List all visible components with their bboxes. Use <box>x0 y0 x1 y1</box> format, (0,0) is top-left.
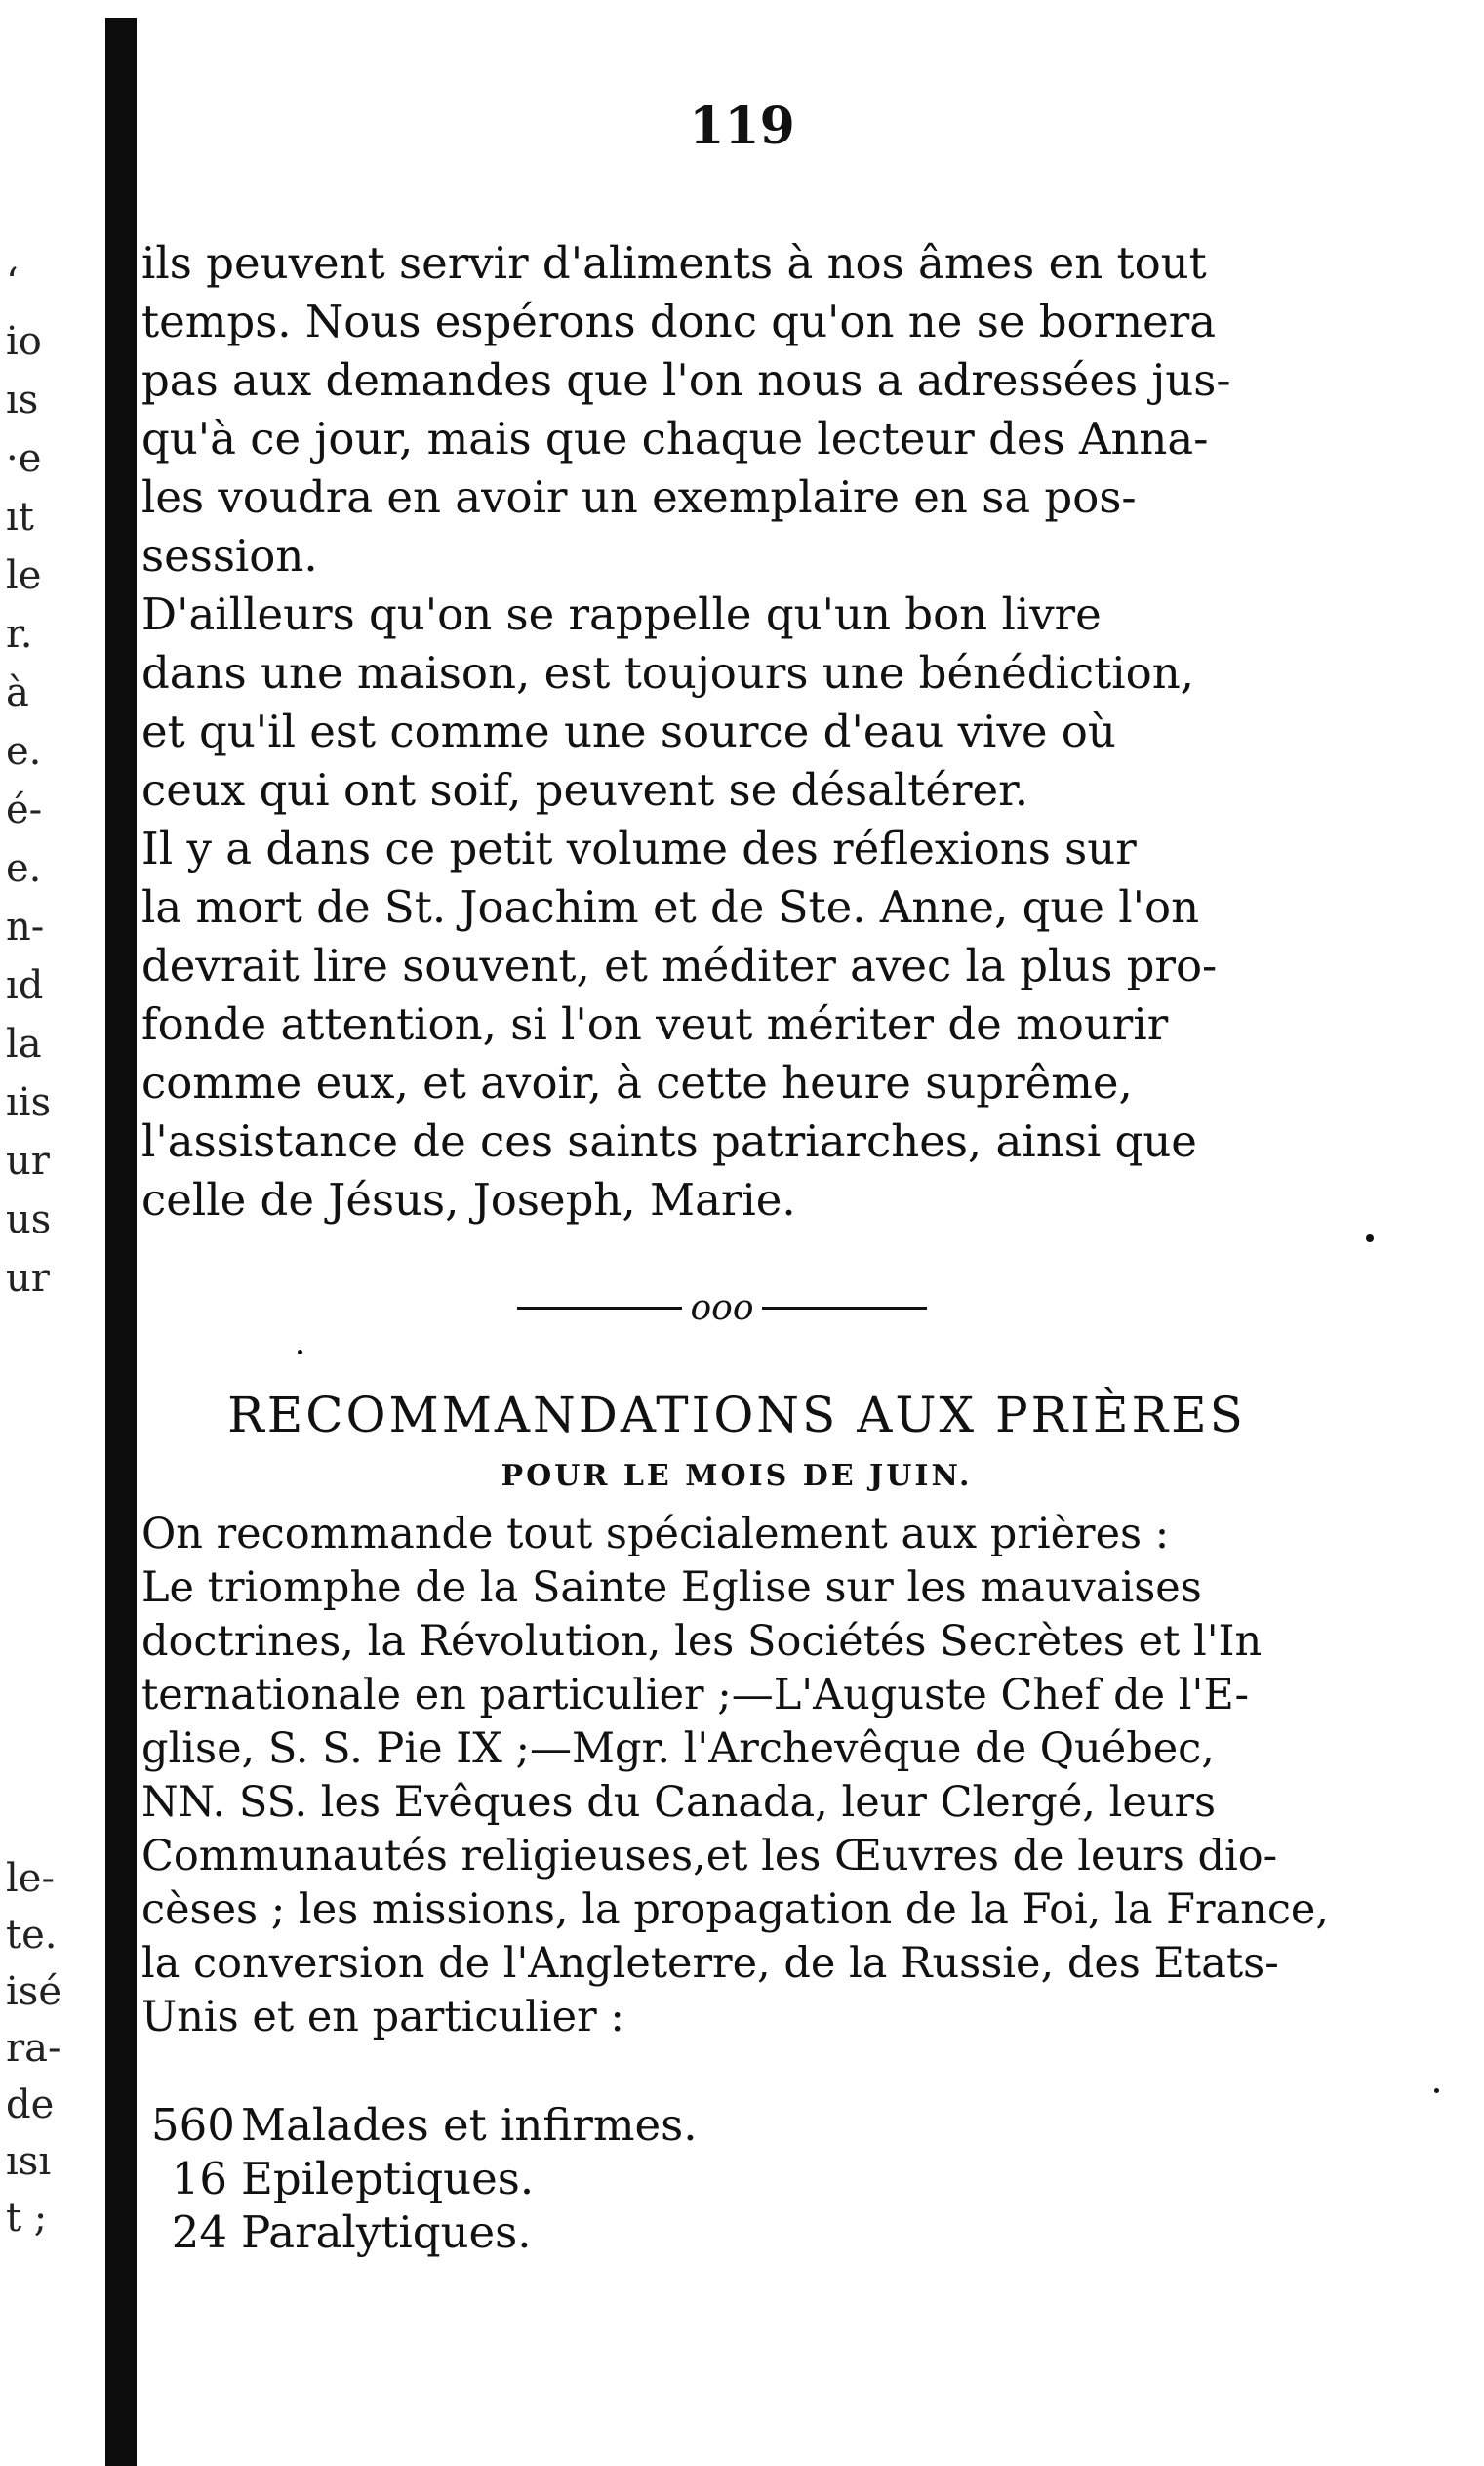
margin-fragment: ıs <box>6 378 39 423</box>
margin-fragment: e. <box>6 729 42 774</box>
left-margin-fragments <box>0 0 98 2466</box>
list-item <box>151 2152 1029 2205</box>
text-line: Unis et en particulier : <box>141 1993 624 2042</box>
paragraph-block <box>141 234 1332 1230</box>
text-line: qu'à ce jour, mais que chaque lecteur des Anna- <box>141 413 1209 465</box>
text-line: doctrines, la Révolution, les Sociétés Secrètes et l'In <box>141 1617 1263 1666</box>
margin-fragment: ur <box>6 1139 50 1184</box>
section-heading: RECOMMANDATIONS AUX PRIÈRES <box>227 1387 1246 1443</box>
margin-fragment: n- <box>6 905 45 950</box>
margin-fragment: ʻ <box>6 261 19 305</box>
margin-fragment: r. <box>6 612 33 657</box>
recommendation-text <box>141 1508 1332 2044</box>
text-line: On recommande tout spécialement aux prières : <box>141 1510 1170 1558</box>
margin-fragment: ısı <box>6 2139 52 2184</box>
text-line: et qu'il est comme une source d'eau vive où <box>141 706 1116 757</box>
text-line: les voudra en avoir un exemplaire en sa pos- <box>141 471 1137 523</box>
list-count: 16 <box>171 2153 227 2204</box>
separator-rule-left <box>517 1307 682 1310</box>
page-gutter-bar <box>105 18 137 2466</box>
margin-fragment: ıis <box>6 1080 52 1125</box>
text-line: fonde attention, si l'on veut mériter de mourir <box>141 998 1169 1050</box>
text-line: la mort de St. Joachim et de Ste. Anne, que l'on <box>141 881 1200 933</box>
margin-fragment: le <box>6 553 42 598</box>
margin-fragment: ·e <box>6 436 42 481</box>
margin-fragment: e. <box>6 846 42 891</box>
margin-fragment: à <box>6 670 29 715</box>
margin-fragment: t ; <box>6 2196 48 2241</box>
speck <box>298 1350 302 1354</box>
text-line: celle de Jésus, Joseph, Marie. <box>141 1174 796 1226</box>
prayer-request-list <box>151 2098 1029 2259</box>
text-line: devrait lire souvent, et méditer avec la plus pro- <box>141 940 1218 991</box>
list-count: 24 <box>171 2206 227 2258</box>
margin-fragment: io <box>6 319 42 364</box>
text-line: glise, S. S. Pie IX ;—Mgr. l'Archevêque de Québec, <box>141 1724 1215 1773</box>
section-subheading: POUR LE MOIS DE JUIN. <box>501 1459 973 1493</box>
text-line: Il y a dans ce petit volume des réflexions sur <box>141 823 1137 874</box>
separator-ornament: ooo <box>690 1288 754 1328</box>
margin-fragment: la <box>6 1022 42 1067</box>
text-line: NN. SS. les Evêques du Canada, leur Clergé, leurs <box>141 1778 1217 1827</box>
speck <box>1366 1234 1374 1242</box>
text-line: ils peuvent servir d'aliments à nos âmes en tout <box>141 237 1207 289</box>
list-label: Epileptiques. <box>241 2153 535 2204</box>
margin-fragment: us <box>6 1197 52 1242</box>
text-line: pas aux demandes que l'on nous a adressées jus- <box>141 354 1231 406</box>
list-count: 560 <box>151 2099 235 2151</box>
text-line: l'assistance de ces saints patriarches, ainsi que <box>141 1115 1197 1167</box>
list-item <box>151 2098 1029 2152</box>
speck <box>1434 2088 1439 2093</box>
margin-fragment: te. <box>6 1913 58 1958</box>
text-line: ternationale en particulier ;—L'Auguste Chef de l'E- <box>141 1671 1250 1719</box>
margin-fragment: ıt <box>6 495 34 540</box>
text-line: cèses ; les missions, la propagation de la Foi, la France, <box>141 1885 1330 1934</box>
list-label: Malades et infirmes. <box>241 2099 698 2151</box>
text-line: dans une maison, est toujours une bénédiction, <box>141 647 1194 699</box>
text-line: comme eux, et avoir, à cette heure suprême, <box>141 1057 1133 1109</box>
margin-fragment: isé <box>6 1969 61 2014</box>
list-label: Paralytiques. <box>241 2206 532 2258</box>
page-number: 119 <box>689 97 795 156</box>
text-line: session. <box>141 530 318 582</box>
text-line: D'ailleurs qu'on se rappelle qu'un bon livre <box>141 588 1102 640</box>
text-line: Le triomphe de la Sainte Eglise sur les mauvaises <box>141 1563 1202 1612</box>
list-item <box>151 2205 1029 2259</box>
margin-fragment: é- <box>6 788 43 832</box>
text-line: la conversion de l'Angleterre, de la Russie, des Etats- <box>141 1939 1279 1988</box>
margin-fragment: de <box>6 2082 55 2127</box>
text-line: Communautés religieuses,et les Œuvres de leurs dio- <box>141 1832 1278 1880</box>
separator-rule-right <box>762 1307 927 1310</box>
section-separator <box>517 1288 927 1328</box>
margin-fragment: le- <box>6 1856 55 1901</box>
margin-fragment: ıd <box>6 963 44 1008</box>
text-line: ceux qui ont soif, peuvent se désaltérer. <box>141 764 1029 816</box>
margin-fragment: ur <box>6 1256 50 1301</box>
margin-fragment: ra- <box>6 2026 61 2071</box>
text-line: temps. Nous espérons donc qu'on ne se bornera <box>141 296 1217 347</box>
